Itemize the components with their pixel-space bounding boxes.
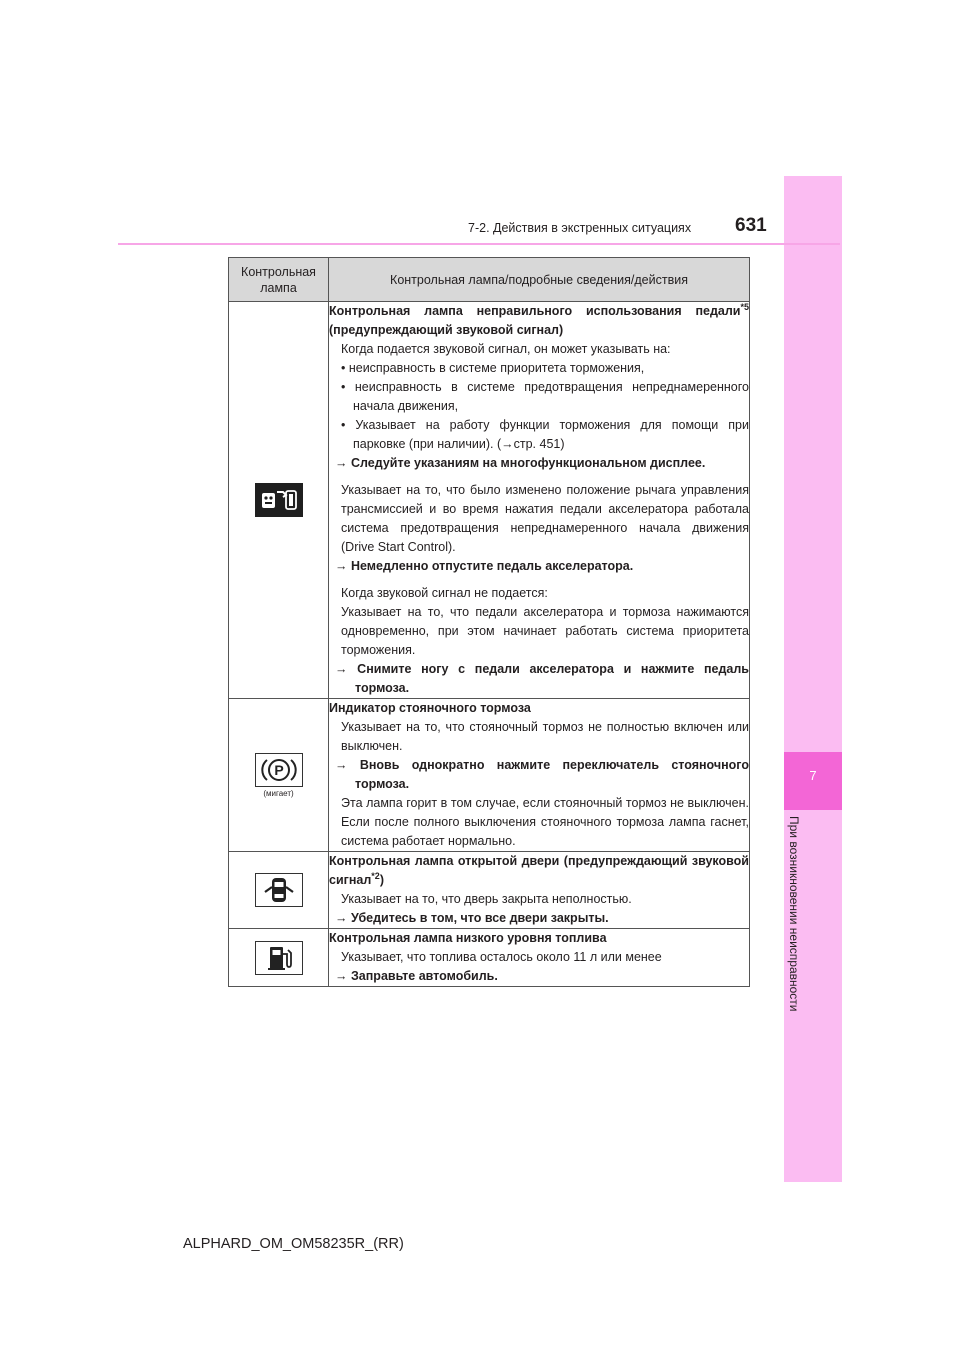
fuel-pump-icon	[255, 941, 303, 975]
column-header-lamp: Контрольная лампа	[229, 258, 329, 302]
details-cell	[329, 302, 750, 699]
parking-brake-icon	[255, 753, 303, 787]
icon-cell	[229, 852, 329, 929]
chapter-label: При возникновении неисправности	[787, 816, 801, 1012]
svg-text:P: P	[273, 761, 284, 778]
icon-cell	[229, 929, 329, 987]
row-title: Индикатор стояночного тормоза	[329, 701, 531, 715]
document-code: ALPHARD_OM_OM58235R_(RR)	[183, 1236, 404, 1252]
icon-caption: (мигает)	[263, 788, 294, 798]
action-instruction: → Следуйте указаниям на многофункциональном дисплее.	[335, 456, 706, 470]
row-title: Контрольная лампа неправильного использования педали$^{*5}$ (предупреждающий звуковой сигнал)	[329, 301, 749, 337]
details-cell	[329, 929, 750, 987]
action-instruction: → Немедленно отпустите педаль акселератора.	[335, 559, 634, 573]
icon-cell	[229, 699, 329, 852]
table-header-row	[229, 258, 750, 302]
list-item: • неисправность в системе предотвращения непреднамеренного начала движения,	[341, 380, 749, 413]
description: Указывает, что топлива осталось около 11 л или менее	[341, 950, 662, 964]
description: Указывает на то, что стояночный тормоз не полностью включен или выключен.	[341, 720, 749, 753]
description: Эта лампа горит в том случае, если стояночный тормоз не выключен. Если после полного выключения стояночного тормоза лампа гаснет, система работает нормально.	[341, 796, 749, 848]
row-title: Контрольная лампа низкого уровня топлива	[329, 931, 607, 945]
list-item: • неисправность в системе приоритета торможения,	[341, 361, 645, 375]
details-cell	[329, 699, 750, 852]
list-item: • Указывает на работу функции торможения для помощи при парковке (при наличии). (→стр. 451)	[341, 418, 749, 451]
chapter-number: 7	[809, 768, 817, 783]
description: Когда звуковой сигнал не подается:	[341, 586, 548, 600]
header-rule	[118, 243, 840, 245]
section-title: 7-2. Действия в экстренных ситуациях	[468, 221, 692, 235]
action-instruction: → Снимите ногу с педали акселератора и нажмите педаль тормоза.	[335, 662, 749, 695]
description: Указывает на то, что дверь закрыта неполностью.	[341, 892, 632, 906]
table-row	[229, 302, 750, 699]
icon-cell	[229, 302, 329, 699]
pedal-misuse-icon	[255, 483, 303, 517]
action-instruction: → Вновь однократно нажмите переключатель стояночного тормоза.	[335, 758, 749, 791]
door-open-icon	[255, 873, 303, 907]
page-number: 631	[735, 215, 767, 236]
details-cell	[329, 852, 750, 929]
warning-lights-table	[228, 257, 750, 987]
row-title: Контрольная лампа открытой двери (предупреждающий звуковой сигнал$^{*2}$)	[329, 854, 749, 887]
table-row	[229, 699, 750, 852]
description: Указывает на то, что педали акселератора и тормоза нажимаются одновременно, при этом начинает работать система приоритета торможения.	[341, 605, 749, 657]
action-instruction: → Убедитесь в том, что все двери закрыты.	[335, 911, 609, 925]
description: Когда подается звуковой сигнал, он может указывать на:	[341, 342, 671, 356]
description: Указывает на то, что было изменено положение рычага управления трансмиссией и во время нажатия педали акселератора работала система предотвращения непреднамеренного начала движения (Drive Start Control).	[341, 483, 749, 554]
action-instruction: → Заправьте автомобиль.	[335, 969, 498, 983]
table-row	[229, 929, 750, 987]
column-header-details: Контрольная лампа/подробные сведения/действия	[329, 258, 750, 302]
table-row	[229, 852, 750, 929]
